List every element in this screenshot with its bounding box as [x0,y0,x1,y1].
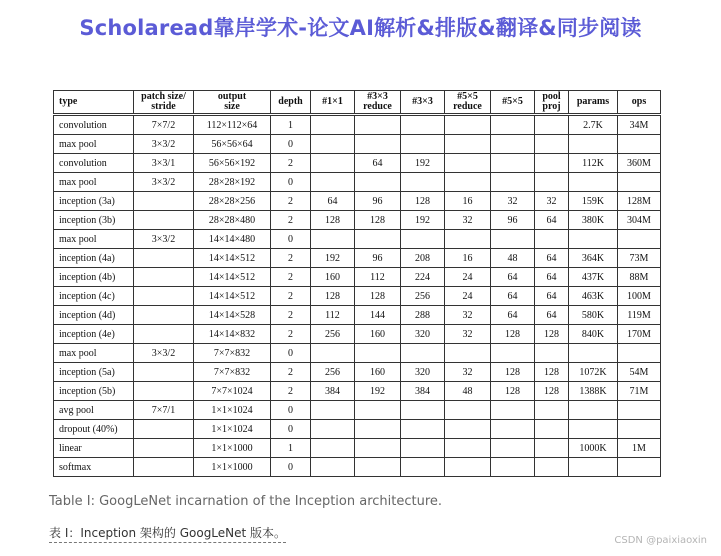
table-cell: 0 [271,458,311,477]
table-cell: 128 [535,382,569,401]
table-cell [535,439,569,458]
table-row [54,211,661,230]
table-cell [445,173,491,192]
table-cell: 128 [491,325,535,344]
inception-architecture-table [53,90,661,477]
table-cell [134,211,194,230]
table-cell [401,115,445,135]
layer-type-cell: dropout (40%) [54,420,134,439]
table-cell: 64 [535,287,569,306]
table-cell: 64 [311,192,355,211]
table-cell: 28×28×256 [194,192,271,211]
table-row [54,458,661,477]
table-cell: 1388K [569,382,618,401]
table-cell: 88M [618,268,661,287]
table-cell [355,135,401,154]
table-cell: 7×7/1 [134,401,194,420]
column-header-line: #5×5 [457,91,478,102]
table-cell: 2 [271,325,311,344]
table-cell [491,420,535,439]
layer-type-cell: inception (5b) [54,382,134,401]
table-cell: 304M [618,211,661,230]
column-header-line: type [59,96,78,107]
table-cell: 160 [355,325,401,344]
table-cell [569,344,618,363]
column-header [194,91,271,115]
column-header-line: #3×3 [367,91,388,102]
table-cell: 0 [271,135,311,154]
table-cell [134,458,194,477]
source-watermark: CSDN @paixiaoxin [614,535,707,546]
layer-type-cell: softmax [54,458,134,477]
table-cell [569,230,618,249]
table-cell: 2 [271,211,311,230]
table-cell: 192 [355,382,401,401]
table-cell [401,439,445,458]
table-cell [311,344,355,363]
table-cell [535,458,569,477]
table-cell [355,173,401,192]
column-header-line: #5×5 [502,96,523,107]
layer-type-cell: max pool [54,230,134,249]
table-cell [311,420,355,439]
table-caption-chinese[interactable]: 表 I：Inception 架构的 GoogLeNet 版本。 [49,524,286,543]
table-cell: 256 [311,325,355,344]
table-cell [311,154,355,173]
table-cell [535,420,569,439]
table-cell [445,135,491,154]
table-cell: 2 [271,192,311,211]
table-cell: 56×56×64 [194,135,271,154]
table-cell: 1 [271,439,311,458]
table-cell: 2 [271,382,311,401]
table-cell [355,401,401,420]
table-row [54,382,661,401]
table-row [54,287,661,306]
table-cell [355,115,401,135]
table-cell: 32 [491,192,535,211]
table-cell [535,173,569,192]
table-cell: 100M [618,287,661,306]
table-row [54,325,661,344]
table-cell [134,268,194,287]
table-cell: 64 [491,287,535,306]
table-cell: 0 [271,344,311,363]
column-header [134,91,194,115]
table-cell: 463K [569,287,618,306]
table-row [54,439,661,458]
column-header-line: reduce [363,101,392,112]
table-cell [134,363,194,382]
column-header-line: #1×1 [322,96,343,107]
layer-type-cell: max pool [54,344,134,363]
table-cell: 1×1×1000 [194,439,271,458]
table-cell: 14×14×512 [194,249,271,268]
table-cell: 384 [401,382,445,401]
table-cell [618,420,661,439]
table-cell [618,458,661,477]
table-cell: 7×7×832 [194,363,271,382]
table-cell: 32 [445,363,491,382]
column-header [54,91,134,115]
table-cell: 3×3/1 [134,154,194,173]
table-cell [445,230,491,249]
table-row [54,173,661,192]
table-cell [491,401,535,420]
table-cell: 54M [618,363,661,382]
table-cell [445,401,491,420]
column-header [491,91,535,115]
table-cell [401,173,445,192]
table-cell [355,344,401,363]
table-cell: 14×14×528 [194,306,271,325]
table-cell: 159K [569,192,618,211]
table-cell: 2 [271,306,311,325]
table-row [54,306,661,325]
table-cell: 96 [491,211,535,230]
table-cell [618,173,661,192]
table-row [54,420,661,439]
table-cell: 192 [311,249,355,268]
table-cell: 128 [535,325,569,344]
table-cell: 3×3/2 [134,344,194,363]
table-cell: 840K [569,325,618,344]
table-cell: 7×7×1024 [194,382,271,401]
table-cell: 208 [401,249,445,268]
table-cell [134,306,194,325]
table-cell [445,439,491,458]
table-cell [618,135,661,154]
table-cell: 64 [355,154,401,173]
table-row [54,192,661,211]
table-cell [491,230,535,249]
table-cell: 144 [355,306,401,325]
table-cell [311,401,355,420]
table-cell: 360M [618,154,661,173]
table-row [54,363,661,382]
table-cell [491,439,535,458]
table-cell: 1×1×1024 [194,420,271,439]
table-cell: 64 [491,268,535,287]
table-cell: 119M [618,306,661,325]
table-cell: 56×56×192 [194,154,271,173]
table-cell [535,135,569,154]
table-cell [491,173,535,192]
table-cell: 28×28×192 [194,173,271,192]
table-cell: 320 [401,325,445,344]
table-cell: 96 [355,249,401,268]
table-cell [445,115,491,135]
table-cell [569,173,618,192]
table-cell: 2 [271,268,311,287]
table-cell: 224 [401,268,445,287]
table-cell [134,325,194,344]
table-cell [401,458,445,477]
table-cell: 96 [355,192,401,211]
table-cell: 192 [401,154,445,173]
table-cell: 128M [618,192,661,211]
table-cell: 128 [355,287,401,306]
table-cell [311,173,355,192]
table-cell [445,344,491,363]
table-cell [401,230,445,249]
table-cell [355,458,401,477]
table-cell [355,439,401,458]
table-cell: 64 [535,306,569,325]
layer-type-cell: inception (3b) [54,211,134,230]
table-cell [311,115,355,135]
table-cell: 170M [618,325,661,344]
layer-type-cell: convolution [54,115,134,135]
column-header [401,91,445,115]
table-header-row [54,91,661,115]
table-cell [134,420,194,439]
column-header-line: output [217,91,247,102]
table-cell: 32 [445,325,491,344]
table-cell: 1×1×1024 [194,401,271,420]
table-cell [569,458,618,477]
table-cell: 1M [618,439,661,458]
table-cell: 384 [311,382,355,401]
column-header-line: params [576,96,610,107]
column-header-line: stride [151,101,176,112]
table-cell [134,249,194,268]
column-header-line: depth [278,96,303,107]
table-cell: 160 [355,363,401,382]
table-cell [569,401,618,420]
table-cell: 128 [401,192,445,211]
table-cell: 112 [355,268,401,287]
table-cell: 3×3/2 [134,173,194,192]
table-cell: 7×7/2 [134,115,194,135]
column-header-line: size [224,101,240,112]
table-cell: 0 [271,401,311,420]
table-cell: 71M [618,382,661,401]
table-cell [618,401,661,420]
table-cell [491,458,535,477]
table-body [54,115,661,477]
column-header-line: reduce [453,101,482,112]
table-cell: 1 [271,115,311,135]
column-header-line: pool [542,91,561,102]
layer-type-cell: max pool [54,135,134,154]
column-header-line: ops [631,96,647,107]
table-cell: 380K [569,211,618,230]
table-cell [535,401,569,420]
table-cell: 64 [491,306,535,325]
layer-type-cell: inception (4b) [54,268,134,287]
column-header [311,91,355,115]
column-header [445,91,491,115]
table-row [54,115,661,135]
table-cell: 2 [271,249,311,268]
table-cell [491,154,535,173]
table-cell: 32 [445,306,491,325]
table-cell [134,439,194,458]
table-cell: 24 [445,287,491,306]
table-cell: 32 [445,211,491,230]
column-header [618,91,661,115]
table-cell: 112K [569,154,618,173]
table-cell: 256 [401,287,445,306]
table-cell [491,135,535,154]
table-cell: 14×14×512 [194,287,271,306]
table-caption-english: Table I: GoogLeNet incarnation of the Inception architecture. [49,494,443,509]
table-cell: 580K [569,306,618,325]
table-cell: 2 [271,363,311,382]
column-header [355,91,401,115]
table-cell: 16 [445,249,491,268]
table-cell [491,344,535,363]
table-cell [311,135,355,154]
table-cell: 48 [445,382,491,401]
table-cell [401,401,445,420]
table-cell: 2 [271,287,311,306]
table-cell: 128 [311,287,355,306]
layer-type-cell: max pool [54,173,134,192]
table-cell: 48 [491,249,535,268]
table-row [54,230,661,249]
table-cell: 14×14×480 [194,230,271,249]
table-cell: 7×7×832 [194,344,271,363]
table-cell: 64 [535,249,569,268]
layer-type-cell: linear [54,439,134,458]
table-cell: 256 [311,363,355,382]
table-cell: 437K [569,268,618,287]
column-header-line: proj [542,101,561,112]
table-cell: 128 [535,363,569,382]
table-cell [535,230,569,249]
table-cell: 73M [618,249,661,268]
table-row [54,135,661,154]
table-cell [445,458,491,477]
column-header [271,91,311,115]
table-cell [355,420,401,439]
table-cell: 2.7K [569,115,618,135]
column-header [569,91,618,115]
table-cell: 160 [311,268,355,287]
table-cell [491,115,535,135]
table-cell [445,420,491,439]
table-cell: 16 [445,192,491,211]
layer-type-cell: inception (5a) [54,363,134,382]
table-cell: 0 [271,420,311,439]
table-cell: 128 [491,382,535,401]
table-cell: 24 [445,268,491,287]
table-cell [134,287,194,306]
table-cell: 1×1×1000 [194,458,271,477]
table-cell [535,154,569,173]
table-cell [535,344,569,363]
table-cell: 128 [355,211,401,230]
table-cell [355,230,401,249]
table-cell: 32 [535,192,569,211]
table-cell [569,135,618,154]
table-cell [401,344,445,363]
table-cell: 64 [535,211,569,230]
table-cell: 14×14×512 [194,268,271,287]
table-cell: 128 [491,363,535,382]
table-cell [134,192,194,211]
table-row [54,154,661,173]
layer-type-cell: inception (4c) [54,287,134,306]
table-row [54,401,661,420]
table-cell: 28×28×480 [194,211,271,230]
table-cell [445,154,491,173]
table-cell [618,230,661,249]
table-cell [569,420,618,439]
table-cell [401,420,445,439]
table-cell: 128 [311,211,355,230]
table-cell: 64 [535,268,569,287]
table-cell: 2 [271,154,311,173]
table-cell: 288 [401,306,445,325]
layer-type-cell: inception (4e) [54,325,134,344]
layer-type-cell: convolution [54,154,134,173]
table-cell [618,344,661,363]
table-cell: 112 [311,306,355,325]
table-cell: 1072K [569,363,618,382]
table-row [54,249,661,268]
table-cell: 0 [271,173,311,192]
table-cell [401,135,445,154]
table-cell [134,382,194,401]
table-cell: 14×14×832 [194,325,271,344]
table-cell: 192 [401,211,445,230]
column-header [535,91,569,115]
layer-type-cell: avg pool [54,401,134,420]
table-cell [311,458,355,477]
layer-type-cell: inception (3a) [54,192,134,211]
table-cell: 3×3/2 [134,135,194,154]
table-cell: 0 [271,230,311,249]
table-cell: 364K [569,249,618,268]
column-header-line: #3×3 [412,96,433,107]
table-row [54,268,661,287]
table-cell [311,439,355,458]
layer-type-cell: inception (4a) [54,249,134,268]
column-header-line: patch size/ [141,91,186,102]
table-cell: 320 [401,363,445,382]
layer-type-cell: inception (4d) [54,306,134,325]
table-cell: 112×112×64 [194,115,271,135]
table-cell: 1000K [569,439,618,458]
table-cell [311,230,355,249]
table-cell [535,115,569,135]
table-cell: 34M [618,115,661,135]
table-cell: 3×3/2 [134,230,194,249]
app-banner-title: Scholaread靠岸学术-论文AI解析&排版&翻译&同步阅读 [79,16,642,40]
table-row [54,344,661,363]
